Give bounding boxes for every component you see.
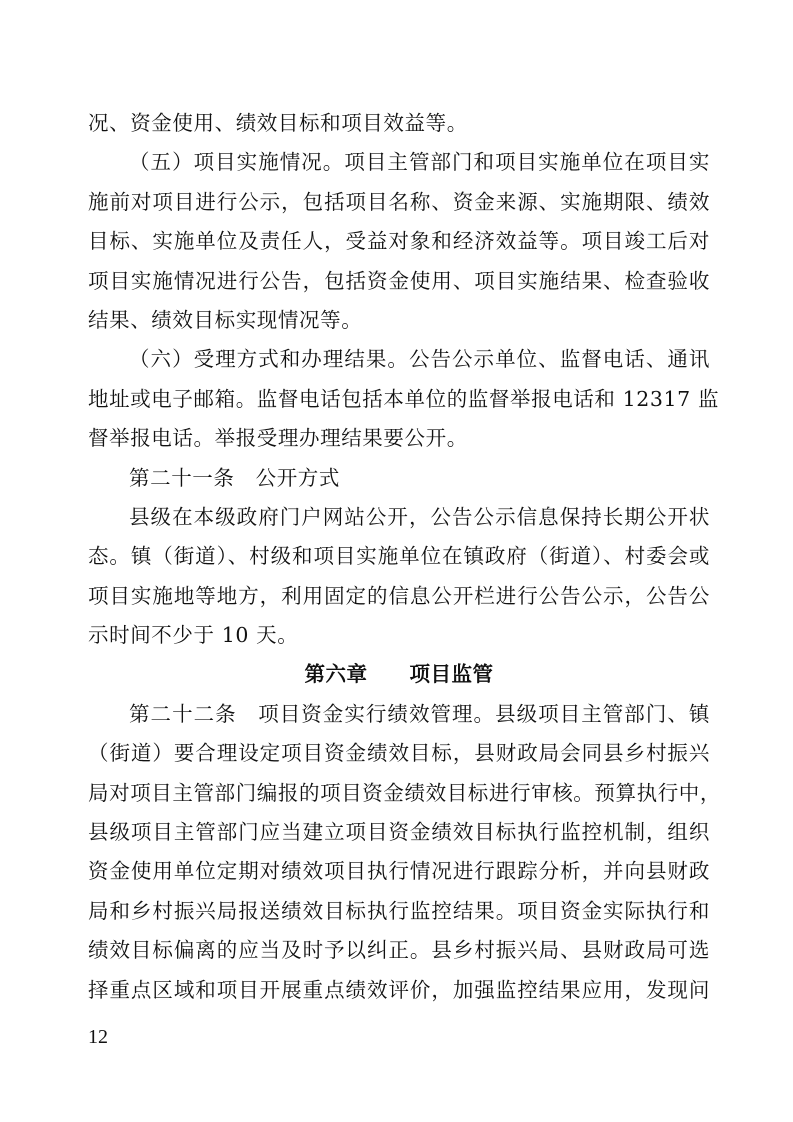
paragraph-line: 项目实施地等地方，利用固定的信息公开栏进行公告公示，公告公: [88, 583, 710, 608]
paragraph-line: 目标、实施单位及责任人，受益对象和经济效益等。项目竣工后对: [88, 229, 710, 254]
article-title: 第二十一条 公开方式: [129, 465, 340, 490]
paragraph-line: 择重点区域和项目开展重点绩效评价，加强监控结果应用，发现问: [88, 977, 710, 1002]
paragraph-line: 地址或电子邮箱。监督电话包括本单位的监督举报电话和 12317 监: [88, 386, 720, 411]
document-page: [88, 104, 721, 1010]
paragraph-line: 绩效目标偏离的应当及时予以纠正。县乡村振兴局、县财政局可选: [88, 938, 710, 963]
paragraph-line: （五）项目实施情况。项目主管部门和项目实施单位在项目实: [129, 150, 710, 175]
paragraph-line: 况、资金使用、绩效目标和项目效益等。: [88, 111, 468, 135]
paragraph-line: 态。镇（街道）、村级和项目实施单位在镇政府（街道）、村委会或: [88, 544, 710, 569]
paragraph-line: 县级项目主管部门应当建立项目资金绩效目标执行监控机制，组织: [88, 820, 710, 845]
paragraph-line: 第二十二条 项目资金实行绩效管理。县级项目主管部门、镇: [129, 701, 710, 726]
paragraph-line: 局和乡村振兴局报送绩效目标执行监控结果。项目资金实际执行和: [88, 898, 710, 923]
chapter-heading: 第六章 项目监管: [304, 662, 494, 687]
paragraph-line: 督举报电话。举报受理办理结果要公开。: [88, 426, 468, 451]
paragraph-line: 结果、绩效目标实现情况等。: [88, 307, 363, 332]
paragraph-line: 施前对项目进行公示，包括项目名称、资金来源、实施期限、绩效: [88, 189, 710, 214]
paragraph-line: 项目实施情况进行公告，包括资金使用、项目实施结果、检查验收: [88, 268, 710, 293]
paragraph-line: 示时间不少于 10 天。: [88, 623, 299, 648]
paragraph-line: 县级在本级政府门户网站公开，公告公示信息保持长期公开状: [129, 504, 710, 529]
paragraph-line: 局对项目主管部门编报的项目资金绩效目标进行审核。预算执行中，: [88, 780, 721, 805]
paragraph-line: （街道）要合理设定项目资金绩效目标，县财政局会同县乡村振兴: [88, 741, 710, 766]
page-number: 12: [88, 1026, 108, 1048]
paragraph-line: （六）受理方式和办理结果。公告公示单位、监督电话、通讯: [129, 347, 710, 372]
paragraph-line: 资金使用单位定期对绩效项目执行情况进行跟踪分析，并向县财政: [88, 859, 710, 884]
